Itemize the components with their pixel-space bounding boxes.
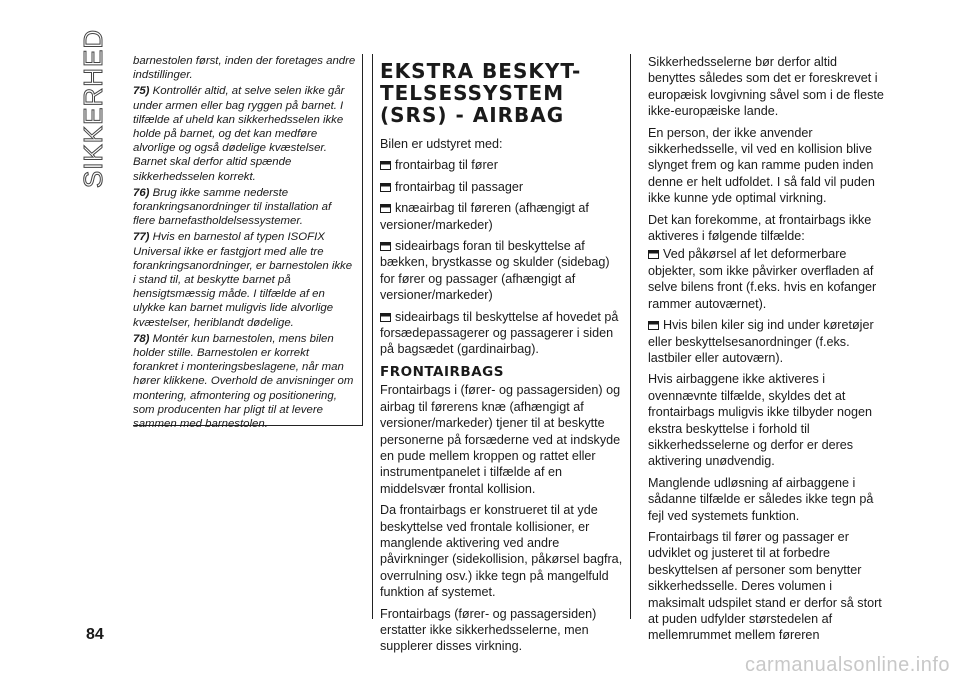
paragraph: Da frontairbags er konstrueret til at yde beskyttelse ved frontale kollisioner, er manglende aktivering ved andre påvirkninger (sidekollision, påkørsel bagfra, overrulning osv.) ikke tegn på mangelfuld funktion af systemet. — [380, 503, 623, 600]
list-item — [380, 157, 625, 173]
list-item — [648, 317, 888, 366]
note-text: Montér kun barnestolen, mens bilen holder stille. Barnestolen er korrekt forankret i monteringsbeslagene, når man hører klikkene. Overhold de anvisninger om montering, afmontering og positionering, som producenten har pligt til at levere sammen med barnestolen. — [133, 332, 354, 431]
heading-line: TELSESSYSTEM — [380, 81, 565, 105]
list-item — [380, 200, 625, 233]
note-number: 75) — [133, 85, 150, 98]
paragraph: Frontairbags (fører- og passagersiden) erstatter ikke sikkerhedsselerne, men supplerer disses virkning. — [380, 606, 597, 654]
page-number: 84 — [86, 626, 104, 643]
paragraph: En person, der ikke anvender sikkerhedsselle, vil ved en kollision blive slynget frem og kan ramme puden inden denne er helt udfoldet. I så fald vil puden ikke kunne yde optimal virkning. — [648, 125, 875, 206]
heading-line: (SRS) - AIRBAG — [380, 103, 565, 127]
paragraph: Frontairbags i (fører- og passagersiden) og airbag til førerens knæ (afhængigt af versioner/markeder) tjener til at beskytte personerne på forsæderne ved at indskyde en pude mellem kroppen og rattet eller instrumentpanelet i tilfælde af en middelsvær frontal kollision. — [380, 383, 621, 496]
list-item-text: frontairbag til fører — [395, 158, 498, 173]
paragraph: Det kan forekomme, at frontairbags ikke aktiveres i følgende tilfælde: — [648, 212, 872, 244]
list-item-text: Hvis bilen kiler sig ind under køretøjer eller beskyttelsesanordninger (f.eks. lastbiler eller autoværn). — [648, 318, 874, 365]
note-text: Brug ikke samme nederste forankringsanordninger til installation af flere barnefastholdelsessystemer. — [133, 186, 332, 228]
column-divider — [372, 54, 373, 619]
airbag-section-column — [380, 54, 625, 660]
note-number: 77) — [133, 231, 150, 244]
list-item — [380, 238, 625, 304]
list-item-text: knæairbag til føreren (afhængigt af versioner/markeder) — [380, 201, 589, 232]
note-number: 76) — [133, 186, 150, 199]
section-tab — [76, 28, 112, 188]
notes-intro: barnestolen først, inden der foretages andre indstillinger. — [133, 55, 356, 82]
note-text: Hvis en barnestol af typen ISOFIX Universal ikke er fastgjort med alle tre forankringsanordninger, er barnestolen ikke i stand til, at beskytte barnet på hensigtsmæssig måde. I tilfælde af en ulykke kan barnet muligvis lide alvorlige kvæstelser, heriblandt dødelige. — [133, 231, 353, 329]
bullet-icon — [648, 250, 659, 259]
equipment-intro: Bilen er udstyret med: — [380, 137, 503, 151]
airbag-continued-column — [648, 54, 888, 649]
bullet-icon — [380, 313, 391, 322]
note-item — [133, 84, 356, 183]
section-heading — [380, 60, 625, 126]
note-text: Kontrollér altid, at selve selen ikke går under armen eller bag ryggen på barnet. I tilfælde af uheld kan sikkerhedsselen ikke holde på barnet, og det kan medføre alvorlige og også dødelige kvæstelser. Barnet skal derfor altid spænde sikkerhedsselen korrekt. — [133, 85, 345, 183]
paragraph: Frontairbags til fører og passager er udviklet og justeret til at forbedre beskyttelsen af personer som benytter sikkerhedsselle. Deres volumen i maksimalt udspilet stand er derfor så stort at puden udfylder størstedelen af mellemrummet mellem føreren — [648, 529, 882, 643]
list-item — [380, 179, 625, 195]
bullet-icon — [380, 204, 391, 213]
list-item-text: sideairbags til beskyttelse af hovedet på forsædepassagerer og passagerer i siden på bagsædet (gardinairbag). — [380, 309, 619, 357]
bullet-icon — [648, 321, 659, 330]
bullet-icon — [380, 161, 391, 170]
column-divider — [630, 54, 631, 619]
list-item-text: sideairbags foran til beskyttelse af bækken, brystkasse og skulder (sidebag) for fører og passager (afhængigt af versioner/markeder) — [380, 239, 610, 303]
paragraph: Sikkerhedsselerne bør derfor altid benyttes således som det er foreskrevet i europæisk lovgivning såvel som i de fleste ikke-europæiske lande. — [648, 55, 884, 119]
warning-notes-column — [133, 54, 363, 431]
note-item — [133, 186, 356, 229]
bullet-icon — [380, 183, 391, 192]
heading-line: EKSTRA BESKYT- — [380, 59, 582, 83]
note-item — [133, 230, 356, 329]
watermark: carmanualsonline.info — [744, 654, 950, 676]
note-number: 78) — [133, 332, 150, 345]
list-item-text: Ved påkørsel af let deformerbare objekter, som ikke påvirker overfladen af selve bilens front (f.eks. hvis en kofanger rammer autoværnet). — [648, 247, 877, 311]
subsection-heading: FRONTAIRBAGS — [380, 363, 504, 380]
note-item — [133, 332, 356, 431]
section-tab-label: SIKKERHED — [78, 28, 109, 188]
list-item-text: frontairbag til passager — [395, 179, 524, 194]
list-item — [380, 309, 625, 358]
list-item — [648, 246, 888, 312]
bullet-icon — [380, 242, 391, 251]
paragraph: Manglende udløsning af airbaggene i sådanne tilfælde er således ikke tegn på fejl ved systemets funktion. — [648, 475, 874, 523]
paragraph: Hvis airbaggene ikke aktiveres i ovennævnte tilfælde, skyldes det at frontairbags muligvis ikke tilbyder nogen ekstra beskyttelse i forhold til sikkerhedsselerne og derfor er deres aktivering unødvendig. — [648, 372, 873, 469]
